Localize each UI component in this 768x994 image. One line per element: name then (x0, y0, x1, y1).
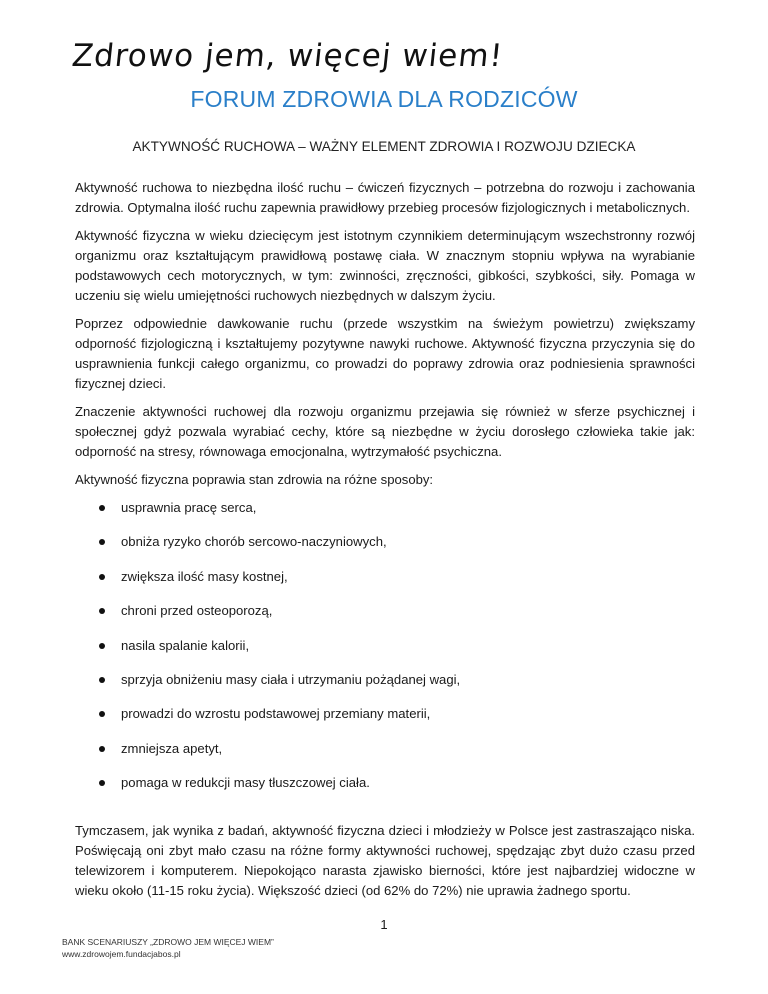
paragraph: Aktywność fizyczna poprawia stan zdrowia na różne sposoby: (75, 472, 434, 487)
bullet-icon (99, 505, 105, 511)
paragraph: Aktywność fizyczna w wieku dziecięcym jest istotnym czynnikiem determinującym wszechstronny rozwój organizmu oraz kształtującym prawidłową postawę ciała. W znacznym stopniu wpływa na wyrabianie podstawowych cech motorycznych, w tym: zwinności, zręczności, gibkości, szybkości, siły. Pomaga w uczeniu się wielu umiejętności ruchowych niezbędnych w dalszym życiu. (75, 228, 695, 303)
list-item: obniża ryzyko chorób sercowo-naczyniowych, (75, 532, 695, 552)
closing-paragraph: Tymczasem, jak wynika z badań, aktywność fizyczna dzieci i młodzieży w Polsce jest zastraszająco niska. Poświęcają oni zbyt mało czasu na różne formy aktywności ruchowej, spędzając zbyt dużo czasu przed telewizorem i komputerem. Niepokojąco narasta zjawisko bierności, które jest najbardziej widoczne w wieku około (11-15 roku życia). Większość dzieci (od 62% do 72%) nie uprawia żadnego sportu. (75, 823, 695, 899)
bullet-icon (99, 746, 105, 752)
paragraph: Aktywność ruchowa to niezbędna ilość ruchu – ćwiczeń fizycznych – potrzebna do rozwoju i zachowania zdrowia. Optymalna ilość ruchu zapewnia prawidłowy przebieg procesów fizjologicznych i metabolicznych. (75, 180, 695, 215)
benefits-list (75, 498, 695, 793)
list-item: prowadzi do wzrostu podstawowej przemiany materii, (75, 704, 695, 724)
page-number: 1 (380, 917, 388, 932)
bullet-icon (99, 711, 105, 717)
list-item: pomaga w redukcji masy tłuszczowej ciała. (75, 773, 695, 793)
bullet-icon (99, 643, 105, 649)
bullet-icon (99, 677, 105, 683)
bullet-icon (99, 539, 105, 545)
footer-url: www.zdrowojem.fundacjabos.pl (62, 949, 181, 959)
bullet-icon (99, 574, 105, 580)
list-item: zmniejsza apetyt, (75, 739, 695, 759)
article-body (75, 178, 695, 909)
paragraph: Znaczenie aktywności ruchowej dla rozwoju organizmu przejawia się również w sferze psychicznej i społecznej gdyż pozwala wyrabiać cechy, które są niezbędne w życiu dorosłego człowieka takie jak: odporność na stresy, równowaga emocjonalna, wytrzymałość psychiczna. (75, 404, 695, 459)
list-item: usprawnia pracę serca, (75, 498, 695, 518)
list-item: nasila spalanie kalorii, (75, 636, 695, 656)
brand-logo-text: Zdrowo jem, więcej wiem! (70, 38, 505, 74)
footer (62, 936, 274, 960)
footer-title: BANK SCENARIUSZY „ZDROWO JEM WIĘCEJ WIEM” (62, 937, 274, 947)
article-subtitle: AKTYWNOŚĆ RUCHOWA – WAŻNY ELEMENT ZDROWIA I ROZWOJU DZIECKA (132, 139, 636, 154)
list-item: sprzyja obniżeniu masy ciała i utrzymaniu pożądanej wagi, (75, 670, 695, 690)
list-item: chroni przed osteoporozą, (75, 601, 695, 621)
bullet-icon (99, 608, 105, 614)
paragraph: Poprzez odpowiednie dawkowanie ruchu (przede wszystkim na świeżym powietrzu) zwiększamy odporność fizjologiczną i kształtujemy pozytywne nawyki ruchowe. Aktywność fizyczna przyczynia się do usprawnienia funkcji całego organizmu, co prowadzi do poprawy zdrowia oraz podniesienia sprawności fizycznej dzieci. (75, 316, 695, 391)
page-title: FORUM ZDROWIA DLA RODZICÓW (190, 86, 578, 112)
bullet-icon (99, 780, 105, 786)
list-item: zwiększa ilość masy kostnej, (75, 567, 695, 587)
